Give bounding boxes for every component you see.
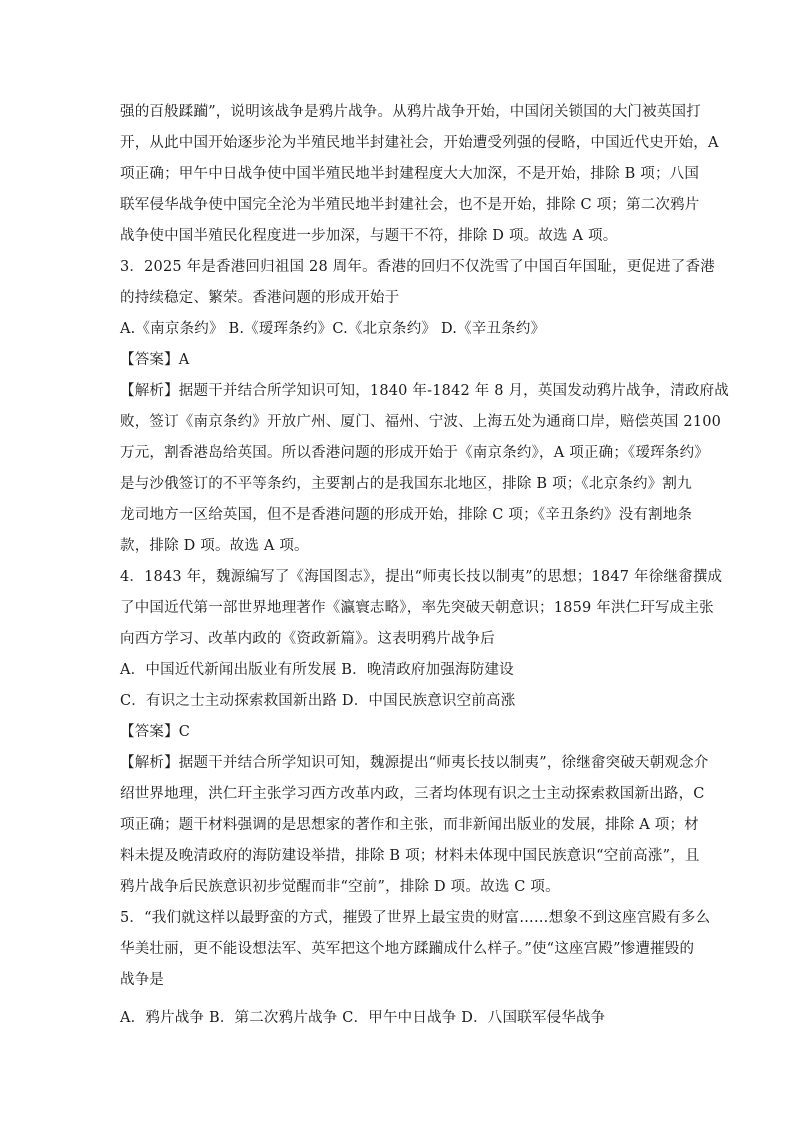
text-line: 款，排除 D 项。故选 A 项。 [120, 538, 309, 554]
question-5-stem: 5．“我们就这样以最野蛮的方式，摧毁了世界上最宝贵的财富……想象不到这座宫殿有多么 [120, 910, 711, 926]
answer-4: 【答案】C [120, 724, 191, 740]
text-line: 了中国近代第一部世界地理著作《瀛寰志略》，率先突破天朝意识；1859 年洪仁玕写成主张 [120, 600, 714, 616]
text-line: 强的百般蹂躏”，说明该战争是鸦片战争。从鸦片战争开始，中国闭关锁国的大门被英国打 [120, 104, 701, 120]
text-line: 华美壮丽，更不能设想法军、英军把这个地方蹂躏成什么样子。”使“这座宫殿”惨遭摧毁的 [120, 941, 695, 957]
text-line: 战争使中国半殖民化程度进一步加深，与题干不符，排除 D 项。故选 A 项。 [120, 228, 618, 244]
question-3-options: A.《南京条约》 B.《瑷珲条约》C.《北京条约》 D.《辛丑条约》 [120, 321, 546, 337]
text-line: 龙司地方一区给英国，但不是香港问题的形成开始，排除 C 项；《辛丑条约》没有割地条 [120, 507, 693, 523]
text-line: 开，从此中国开始逐步沦为半殖民地半封建社会，开始遭受列强的侵略，中国近代史开始，A [120, 135, 719, 151]
analysis-4: 【解析】据题干并结合所学知识可知，魏源提出“师夷长技以制夷”，徐继畲突破天朝观念介 [120, 755, 709, 771]
text-line: 鸦片战争后民族意识初步觉醒而非“空前”，排除 D 项。故选 C 项。 [120, 879, 560, 895]
question-4-options-ab: A．中国近代新闻出版业有所发展 B．晚清政府加强海防建设 [120, 662, 514, 678]
question-5-options: A．鸦片战争 B．第二次鸦片战争 C．甲午中日战争 D．八国联军侵华战争 [120, 1010, 606, 1026]
text-line: 绍世界地理，洪仁玕主张学习西方改革内政，三者均体现有识之士主动探索救国新出路，C [120, 786, 705, 802]
answer-3: 【答案】A [120, 352, 190, 368]
question-3-stem: 3．2025 年是香港回归祖国 28 周年。香港的回归不仅洗雪了中国百年国耻，更促进了香港 [120, 259, 715, 275]
text-line: 项正确；题干材料强调的是思想家的著作和主张，而非新闻出版业的发展，排除 A 项；材 [120, 817, 699, 833]
analysis-3: 【解析】据题干并结合所学知识可知，1840 年-1842 年 8 月，英国发动鸦片战争，清政府战 [120, 383, 729, 399]
text-line: 战争是 [120, 972, 165, 988]
text-line: 败，签订《南京条约》开放广州、厦门、福州、宁波、上海五处为通商口岸，赔偿英国 2100 [120, 414, 722, 430]
text-line: 项正确；甲午中日战争使中国半殖民地半封建程度大大加深，不是开始，排除 B 项；八国 [120, 166, 700, 182]
question-4-options-cd: C．有识之士主动探索救国新出路 D．中国民族意识空前高涨 [120, 693, 516, 709]
text-line: 的持续稳定、繁荣。香港问题的形成开始于 [120, 290, 400, 306]
text-line: 向西方学习、改革内政的《资政新篇》。这表明鸦片战争后 [120, 631, 495, 647]
text-line: 联军侵华战争使中国完全沦为半殖民地半封建社会，也不是开始，排除 C 项；第二次鸦片 [120, 197, 700, 213]
question-4-stem: 4．1843 年，魏源编写了《海国图志》，提出“师夷长技以制夷”的思想；1847 年徐继畲撰成 [120, 569, 723, 585]
text-line: 万元，割香港岛给英国。所以香港问题的形成开始于《南京条约》，A 项正确；《瑷珲条约》 [120, 445, 709, 461]
text-line: 料未提及晚清政府的海防建设举措，排除 B 项；材料未体现中国民族意识“空前高涨”，且 [120, 848, 700, 864]
text-line: 是与沙俄签订的不平等条约，主要割占的是我国东北地区，排除 B 项；《北京条约》割九 [120, 476, 692, 492]
